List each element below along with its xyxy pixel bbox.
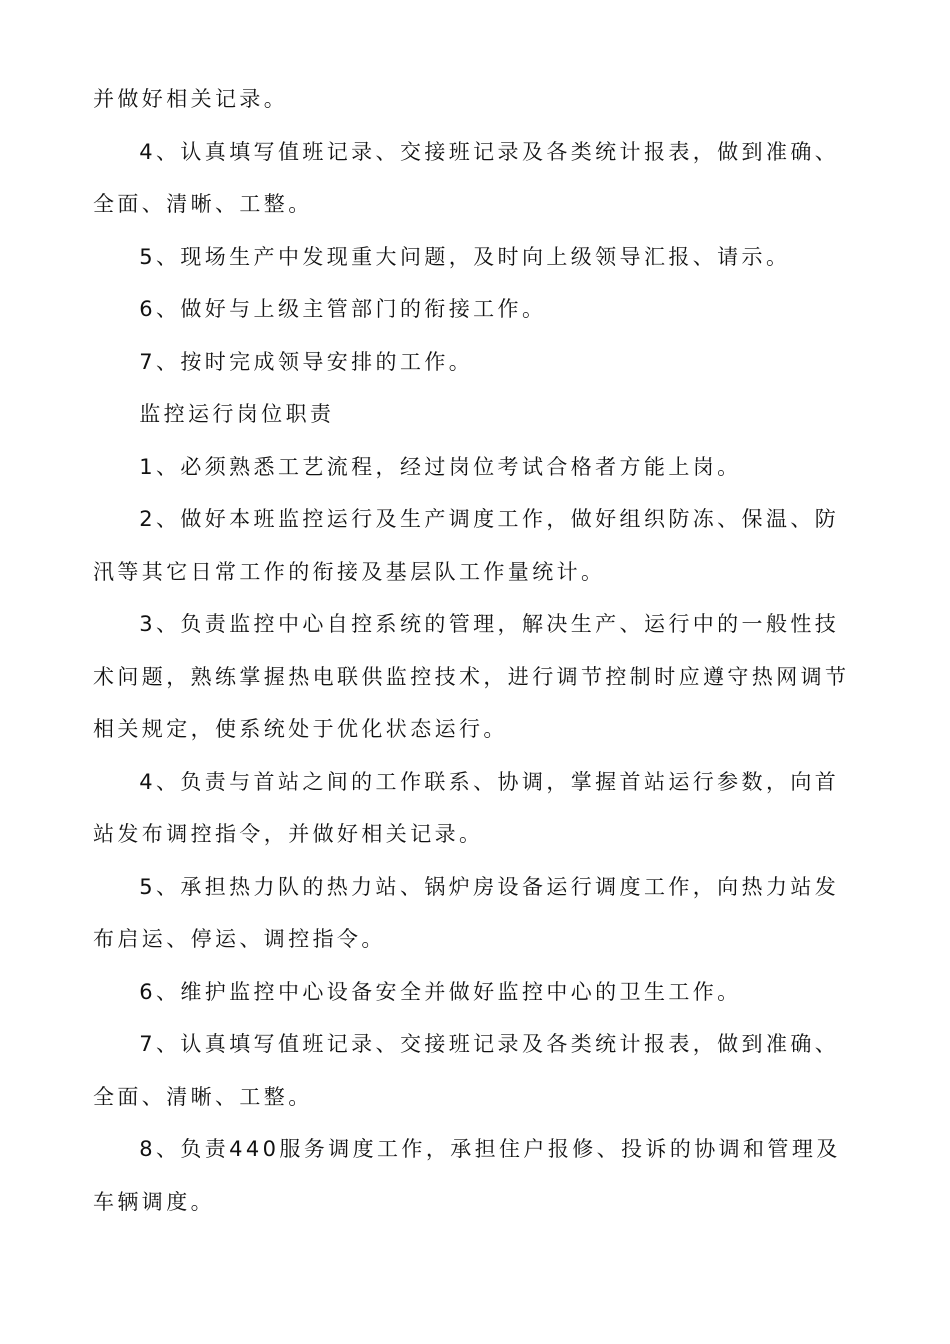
paragraph-item-8-service: 8、负责440服务调度工作，承担住户报修、投诉的协调和管理及车辆调度。 — [93, 1137, 841, 1214]
paragraph-item-1-process: 1、必须熟悉工艺流程，经过岗位考试合格者方能上岗。 — [139, 454, 742, 479]
paragraph-item-3-control-system: 3、负责监控中心自控系统的管理，解决生产、运行中的一般性技术问题，熟练掌握热电联供监控技术，进行调节控制时应遵守热网调节相关规定，使系统处于优化状态运行。 — [93, 612, 850, 741]
paragraph-item-4-first-station: 4、负责与首站之间的工作联系、协调，掌握首站运行参数，向首站发布调控指令，并做好相关记录。 — [93, 769, 840, 846]
paragraph-item-5-report: 5、现场生产中发现重大问题，及时向上级领导汇报、请示。 — [139, 244, 791, 269]
paragraph-item-6-liaison: 6、做好与上级主管部门的衔接工作。 — [139, 297, 547, 321]
section-heading: 监控运行岗位职责 — [139, 402, 335, 426]
paragraph-continuation: 并做好相关记录。 — [93, 87, 289, 111]
paragraph-item-7-records: 7、认真填写值班记录、交接班记录及各类统计报表，做到准确、全面、清晰、工整。 — [93, 1032, 840, 1109]
paragraph-item-2-dispatch: 2、做好本班监控运行及生产调度工作，做好组织防冻、保温、防汛等其它日常工作的衔接及基层队工作量统计。 — [93, 507, 840, 584]
paragraph-item-7-tasks: 7、按时完成领导安排的工作。 — [139, 349, 474, 374]
paragraph-item-4-records: 4、认真填写值班记录、交接班记录及各类统计报表，做到准确、全面、清晰、工整。 — [93, 139, 840, 216]
paragraph-item-5-heat-stations: 5、承担热力队的热力站、锅炉房设备运行调度工作，向热力站发布启运、停运、调控指令。 — [93, 874, 840, 951]
paragraph-item-6-maintenance: 6、维护监控中心设备安全并做好监控中心的卫生工作。 — [139, 979, 742, 1004]
